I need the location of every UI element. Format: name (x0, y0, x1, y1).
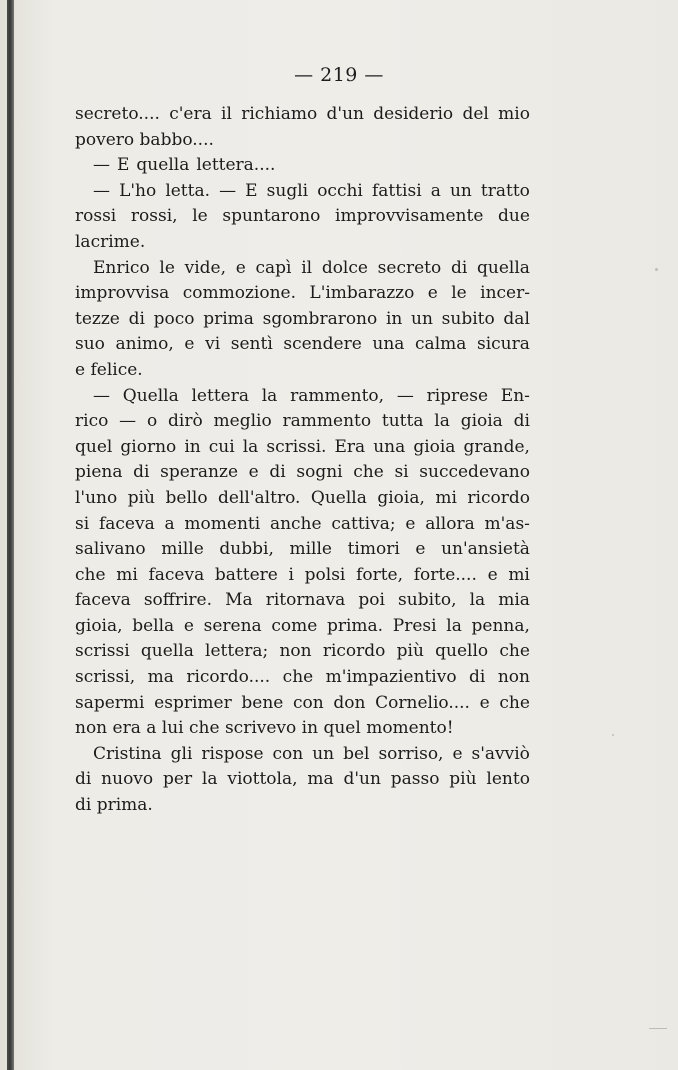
text-word: viottola, (227, 769, 298, 790)
text-word: suo (75, 334, 105, 355)
text-word: quella (477, 257, 530, 278)
text-word: scrissi (75, 641, 130, 662)
text-word: più (449, 769, 477, 790)
paper-speck (649, 1028, 667, 1029)
text-line (75, 435, 530, 461)
text-word: e (248, 462, 259, 483)
text-word: subito (441, 308, 495, 329)
text-word: mio (498, 104, 530, 124)
text-line (75, 563, 530, 589)
text-word: più (396, 641, 424, 662)
text-word: mi (116, 564, 138, 585)
text-word: improvvisa (75, 283, 170, 304)
text-word: e (405, 513, 416, 534)
text-word: L'ho (119, 180, 157, 201)
text-word: mi (508, 564, 530, 585)
text-word: momenti (184, 513, 261, 534)
text-word: in (385, 308, 403, 329)
text-word: Ma (225, 590, 253, 611)
text-word: s'avviò (471, 743, 530, 764)
text-word: la (469, 590, 486, 611)
text-word: — (93, 155, 110, 176)
text-word: faceva (98, 513, 155, 534)
text-word: quella (140, 641, 194, 662)
text-word: lettera (191, 385, 249, 406)
text-word: che (353, 462, 384, 483)
text-word: don (333, 692, 366, 713)
text-word: come (271, 615, 318, 636)
text-line (75, 204, 530, 230)
text-word: rispose (201, 743, 264, 764)
text-word: di (269, 462, 286, 483)
text-word: letta. (165, 180, 211, 201)
text-word: cui (208, 436, 235, 457)
text-line (75, 537, 530, 563)
text-word: rossi (75, 206, 117, 227)
text-word: richiamo (241, 104, 318, 124)
text-word: lento (486, 769, 530, 790)
text-word: faceva (75, 590, 131, 611)
text-line (75, 742, 530, 768)
text-word: la (261, 385, 278, 406)
text-word: riprese (426, 385, 489, 406)
text-word: L'imbarazzo (309, 283, 415, 304)
text-word: sicura (477, 334, 530, 355)
text-line: non era a lui che scrivevo in quel momento! (75, 718, 454, 739)
text-word: la (446, 615, 462, 636)
text-word: improvvisamente (335, 206, 484, 227)
text-word: — (219, 180, 237, 201)
text-line (75, 588, 530, 614)
text-word: fattisi (371, 180, 422, 201)
text-word: mille (289, 539, 332, 560)
text-word: bene (241, 692, 284, 713)
text-word: sogni (296, 462, 343, 483)
text-word: commozione. (182, 283, 296, 304)
text-word: prima (203, 308, 254, 329)
text-word: bel (343, 743, 370, 764)
text-word: allora (425, 513, 475, 534)
text-word: dal (503, 308, 530, 329)
text-line (75, 665, 530, 691)
text-word: occhi (317, 180, 363, 201)
text-word: — (93, 385, 110, 406)
text-word: il (301, 257, 313, 278)
text-word: si (75, 513, 90, 534)
text-word: penna, (471, 615, 530, 636)
text-line (75, 486, 530, 512)
text-word: di (128, 308, 145, 329)
text-word: e (452, 743, 463, 764)
text-word: l'uno (75, 487, 118, 508)
text-word: tratto (480, 180, 530, 201)
text-word: forte, (356, 564, 404, 585)
text-word: Quella (122, 385, 179, 406)
text-word: soffrire. (143, 590, 213, 611)
text-line (75, 614, 530, 640)
text-word: grande, (463, 436, 530, 457)
text-word: tutta (381, 411, 424, 432)
text-word: un (411, 308, 433, 329)
text-word: per (163, 769, 193, 790)
text-word: gioia (460, 411, 503, 432)
page-number: — 219 — (294, 64, 384, 86)
text-word: e (487, 564, 498, 585)
text-line (75, 384, 530, 410)
text-word: poco (153, 308, 195, 329)
text-word: un'ansietà (441, 539, 530, 560)
text-line (75, 639, 530, 665)
text-word: faceva (148, 564, 205, 585)
text-word: quella (136, 155, 190, 176)
text-word: o (146, 411, 158, 432)
text-word: e (415, 539, 426, 560)
text-word: m'impazientivo (325, 667, 457, 688)
text-word: incer- (480, 283, 530, 304)
text-line (75, 332, 530, 358)
text-word: sorriso, (378, 743, 444, 764)
text-word: il (221, 104, 232, 124)
text-word: scrissi, (75, 667, 136, 688)
text-word: ma (307, 769, 334, 790)
text-word: spuntarono (222, 206, 321, 227)
text-word: e (183, 615, 194, 636)
text-word: una (373, 436, 406, 457)
text-word: salivano (75, 539, 146, 560)
text-word: capì (255, 257, 292, 278)
text-word: E (117, 155, 130, 176)
text-word: ritornava (265, 590, 346, 611)
text-word: — (396, 385, 414, 406)
text-word: ricordo (322, 641, 386, 662)
text-word: secreto.... (75, 104, 160, 124)
text-word: che (499, 641, 530, 662)
paper-speck (655, 268, 658, 271)
text-word: passo (390, 769, 440, 790)
text-word: rammento, (290, 385, 385, 406)
text-word: le (159, 257, 175, 278)
text-word: d'un (343, 769, 381, 790)
text-word: le (192, 206, 208, 227)
text-word: subito, (398, 590, 457, 611)
text-word: — (93, 180, 110, 201)
text-word: Presi (392, 615, 437, 636)
text-word: rossi, (130, 206, 178, 227)
text-word: battere (214, 564, 278, 585)
text-word: del (462, 104, 489, 124)
text-word: speranze (160, 462, 239, 483)
text-line (75, 307, 530, 333)
text-word: di (513, 411, 530, 432)
body-text (75, 102, 530, 819)
text-word: mia (498, 590, 530, 611)
text-word: non (497, 667, 530, 688)
text-word: vide, (184, 257, 227, 278)
text-line: e felice. (75, 359, 143, 380)
text-word: quello (435, 641, 489, 662)
text-word: poi (358, 590, 385, 611)
text-word: serena (203, 615, 262, 636)
text-word: sentì (230, 334, 273, 355)
binding-edge (7, 0, 14, 1070)
text-word: animo, (115, 334, 174, 355)
text-word: lettera.... (196, 155, 276, 176)
text-word: che (282, 667, 314, 688)
text-word: in (184, 436, 201, 457)
text-word: bella (132, 615, 175, 636)
text-word: piena (75, 462, 123, 483)
text-word: i (288, 564, 294, 585)
text-word: gioia (413, 436, 456, 457)
text-line (75, 179, 530, 205)
text-word: nuovo (101, 769, 154, 790)
text-word: a (164, 513, 175, 534)
text-line: lacrime. (75, 231, 146, 252)
text-word: Quella (310, 487, 367, 508)
text-line (75, 281, 530, 307)
text-word: Era (334, 436, 366, 457)
text-line (75, 460, 530, 486)
text-word: di (469, 667, 486, 688)
text-word: mi (435, 487, 457, 508)
text-word: che (499, 692, 530, 713)
text-word: forte.... (413, 564, 477, 585)
text-word: E (245, 180, 258, 201)
text-word: la (434, 411, 450, 432)
text-word: lettera; (205, 641, 269, 662)
text-word: un (449, 180, 472, 201)
text-word: tezze (75, 308, 120, 329)
text-word: polsi (304, 564, 346, 585)
text-word: di (450, 257, 468, 278)
text-word: con (272, 743, 304, 764)
text-word: più (127, 487, 156, 508)
text-word: calma (415, 334, 467, 355)
text-line (75, 409, 530, 435)
text-word: dirò (168, 411, 203, 432)
text-word: scrissi. (266, 436, 327, 457)
text-word: prima. (326, 615, 384, 636)
text-word: mille (161, 539, 204, 560)
text-word: quel (75, 436, 113, 457)
text-word: Enrico (93, 257, 150, 278)
text-word: dubbi, (219, 539, 274, 560)
text-word: ricordo.... (186, 667, 271, 688)
text-line (75, 153, 530, 179)
text-word: Cornelio.... (375, 692, 470, 713)
text-word: le (451, 283, 467, 304)
text-word: Cristina (93, 743, 162, 764)
text-word: desiderio (373, 104, 454, 124)
text-word: vi (205, 334, 221, 355)
text-word: d'un (326, 104, 364, 124)
text-word: e (184, 334, 195, 355)
text-line (75, 767, 530, 793)
text-word: m'as- (484, 513, 530, 534)
text-line: di prima. (75, 795, 153, 816)
text-word: dolce (321, 257, 368, 278)
text-word: En- (500, 385, 530, 406)
text-word: ma (147, 667, 174, 688)
text-word: cattiva; (331, 513, 396, 534)
text-word: giorno (120, 436, 177, 457)
text-word: di (75, 769, 92, 790)
text-word: si (394, 462, 409, 483)
text-word: non (279, 641, 312, 662)
text-word: gli (170, 743, 193, 764)
text-word: succedevano (419, 462, 530, 483)
text-word: meglio (213, 411, 272, 432)
text-word: gioia, (377, 487, 425, 508)
text-word: la (242, 436, 259, 457)
text-line (75, 691, 530, 717)
text-line: povero babbo.... (75, 129, 214, 150)
text-word: gioia, (75, 615, 123, 636)
paper-speck (612, 734, 614, 736)
text-word: scendere (283, 334, 362, 355)
text-word: — (119, 411, 137, 432)
text-word: c'era (169, 104, 212, 124)
text-word: un (312, 743, 335, 764)
text-line (75, 512, 530, 538)
text-word: la (201, 769, 218, 790)
text-word: di (133, 462, 150, 483)
text-word: a (430, 180, 441, 201)
text-word: e (235, 257, 246, 278)
text-word: sugli (266, 180, 309, 201)
text-word: rammento (282, 411, 372, 432)
text-word: rico (75, 411, 109, 432)
text-word: sgombrarono (262, 308, 378, 329)
text-word: anche (269, 513, 322, 534)
text-word: due (498, 206, 530, 227)
text-word: e (427, 283, 438, 304)
text-line (75, 102, 530, 128)
text-word: ricordo (467, 487, 530, 508)
text-word: bello (165, 487, 208, 508)
text-word: sapermi (75, 692, 145, 713)
text-word: dell'altro. (218, 487, 301, 508)
text-word: e (479, 692, 490, 713)
text-word: una (372, 334, 405, 355)
text-word: timori (347, 539, 400, 560)
text-word: con (293, 692, 324, 713)
text-word: che (75, 564, 106, 585)
text-word: esprimer (154, 692, 232, 713)
text-word: secreto (377, 257, 442, 278)
text-line (75, 256, 530, 282)
